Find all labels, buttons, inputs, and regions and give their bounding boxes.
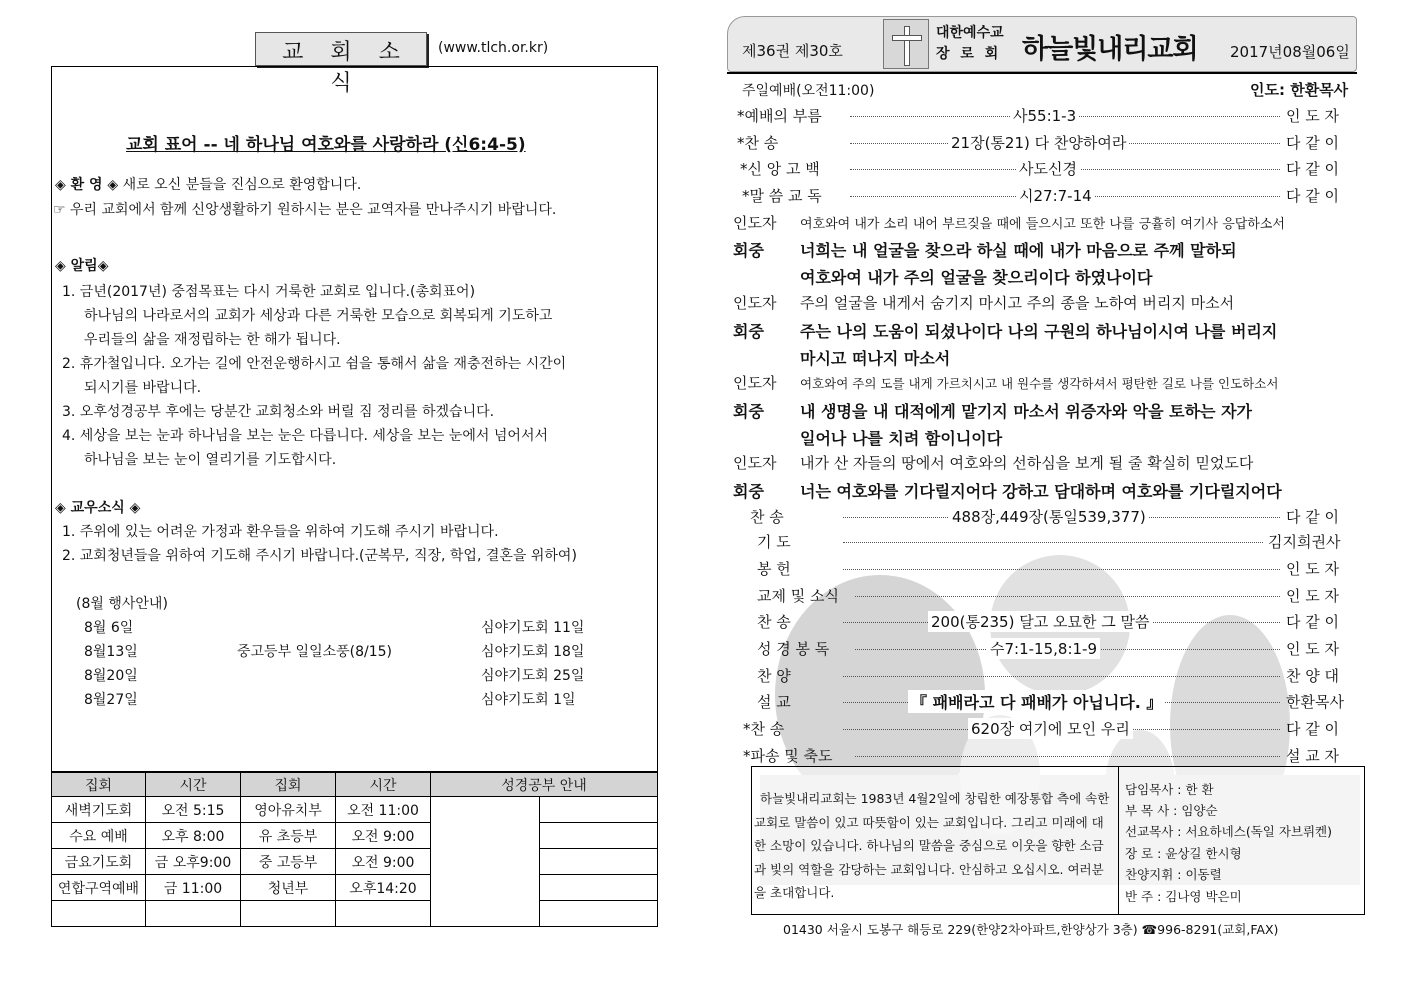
order-by: 김지희권사 (1268, 533, 1341, 551)
table-row (52, 797, 658, 823)
leader-dots (843, 569, 1280, 570)
denomination-line1: 대한예수교 (936, 25, 1004, 41)
table-row (52, 849, 658, 875)
table-cell: 유 초등부 (241, 823, 336, 849)
reading-speaker: 회중 (733, 241, 764, 260)
staff-line: 찬양지휘 : 이동렬 (1125, 867, 1222, 882)
reading-line: 마시고 떠나지 마소서 (800, 349, 951, 368)
table-cell: 연합구역예배 (52, 875, 146, 901)
order-by: 인 도 자 (1286, 640, 1340, 658)
reading-line: 일어나 나를 치려 함이니이다 (800, 429, 1003, 448)
service-leader: 인도: 한환목사 (1250, 81, 1349, 99)
order-item: *신 앙 고 백 (740, 160, 820, 178)
table-cell (146, 901, 241, 927)
table-cell: 중 고등부 (241, 849, 336, 875)
order-by: 한환목사 (1286, 693, 1344, 711)
table-cell (241, 901, 336, 927)
notice-line: 우리들의 삶을 재정립하는 한 해가 됩니다. (84, 332, 341, 348)
reading-line: 너희는 내 얼굴을 찾으라 하실 때에 내가 마음으로 주께 말하되 (800, 241, 1237, 260)
table-cell: 오전 5:15 (146, 797, 241, 823)
table-cell: 새벽기도회 (52, 797, 146, 823)
reading-line: 여호와여 내가 주의 얼굴을 찾으리이다 하였나이다 (800, 268, 1153, 287)
order-item: 찬 송 (757, 613, 791, 631)
column-header: 집회 (241, 773, 336, 797)
members-line: 1. 주위에 있는 어려운 가정과 환우들을 위하여 기도해 주시기 바랍니다. (62, 524, 499, 540)
order-by: 인 도 자 (1286, 107, 1340, 125)
news-title-box (255, 32, 427, 96)
order-item: 설 교 (757, 693, 791, 711)
info-divider (1118, 766, 1119, 915)
volume-number: 제36권 제30호 (742, 42, 843, 60)
table-cell (540, 901, 658, 927)
table-cell: 오후14:20 (336, 875, 431, 901)
reading-speaker: 인도자 (733, 454, 777, 472)
notice-line: 1. 금년(2017년) 중점목표는 다시 거룩한 교회로 입니다.(총회표어) (62, 284, 476, 300)
table-row (52, 875, 658, 901)
table-cell: 금요기도회 (52, 849, 146, 875)
reading-speaker: 인도자 (733, 214, 777, 232)
leader-dots (855, 596, 1280, 597)
event-name: 중고등부 일일소풍(8/15) (237, 644, 393, 660)
table-cell: 청년부 (241, 875, 336, 901)
reading-line: 여호와여 내가 소리 내어 부르짖을 때에 들으시고 또한 나를 긍휼히 여기사 응답하소서 (800, 217, 1285, 232)
sermon-title: 『 패배라고 다 패배가 아닙니다. 』 (908, 690, 1165, 713)
reading-line: 너는 여호와를 기다릴지어다 강하고 담대하며 여호와를 기다릴지어다 (800, 482, 1282, 501)
order-by: 다 같 이 (1286, 187, 1340, 205)
reading-line: 여호와여 주의 도를 내게 가르치시고 내 원수를 생각하셔서 평탄한 길로 나를 인도하소서 (800, 376, 1279, 391)
reading-speaker: 회중 (733, 482, 764, 501)
order-content: 21장(통21) 다 찬양하여라 (948, 132, 1129, 153)
table-cell (336, 901, 431, 927)
reading-line: 주의 얼굴을 내게서 숨기지 마시고 주의 종을 노하여 버리지 마소서 (800, 294, 1235, 312)
order-content: 488장,449장(통일539,377) (949, 506, 1149, 527)
order-by: 다 같 이 (1286, 508, 1340, 526)
table-cell: 수요 예배 (52, 823, 146, 849)
order-item: 기 도 (757, 533, 791, 551)
leader-dots (843, 676, 1280, 677)
table-cell (540, 875, 658, 901)
order-item: 찬 양 (757, 667, 791, 685)
members-line: 2. 교회청년들을 위하여 기도해 주시기 바랍니다.(군복무, 직장, 학업, 결혼을 위하여) (62, 548, 577, 564)
order-item: 성 경 봉 독 (757, 640, 830, 658)
table-cell: 오후 8:00 (146, 823, 241, 849)
table-cell (540, 797, 658, 823)
staff-line: 선교목사 : 서요하네스(독일 자브뤼켄) (1125, 824, 1333, 839)
order-by: 다 같 이 (1286, 134, 1340, 152)
meeting-schedule-table (51, 772, 658, 927)
staff-line: 장 로 : 윤상길 한시형 (1125, 846, 1242, 861)
members-heading: ◈ 교우소식 ◈ (55, 500, 141, 516)
order-by: 인 도 자 (1286, 587, 1340, 605)
website-url[interactable]: (www.tlch.or.kr) (438, 40, 549, 56)
welcome-note: ☞ 우리 교회에서 함께 신앙생활하기 원하시는 분은 교역자를 만나주시기 바랍니다. (53, 202, 557, 218)
table-cell (540, 849, 658, 875)
order-content: 사55:1-3 (1010, 105, 1079, 126)
order-item: 봉 헌 (757, 560, 791, 578)
staff-line: 반 주 : 김나영 박은미 (1125, 889, 1242, 904)
reading-speaker: 회중 (733, 402, 764, 421)
church-address: 01430 서울시 도봉구 해등로 229(한양2차아파트,한양상가 3층) ☎996-8291(교회,FAX) (783, 922, 1279, 937)
table-cell (540, 823, 658, 849)
denomination-line2: 장 로 회 (936, 46, 1002, 62)
order-by: 다 같 이 (1286, 613, 1340, 631)
order-item: *파송 및 축도 (743, 747, 833, 765)
leader-dots (855, 756, 1280, 757)
order-content: 200(통235) 달고 오묘한 그 말씀 (928, 611, 1152, 632)
order-content: 시27:7-14 (1016, 185, 1095, 206)
reading-line: 내가 산 자들의 땅에서 여호와의 선하심을 보게 될 줄 확실히 믿었도다 (800, 454, 1254, 472)
order-content: 사도신경 (1016, 158, 1080, 179)
reading-speaker: 회중 (733, 322, 764, 341)
order-by: 다 같 이 (1286, 720, 1340, 738)
bible-study-cell (431, 797, 540, 927)
notice-line: 3. 오후성경공부 후에는 당분간 교회청소와 버릴 짐 정리를 하겠습니다. (62, 404, 495, 420)
order-item: *찬 송 (737, 134, 779, 152)
order-by: 다 같 이 (1286, 160, 1340, 178)
column-header: 시간 (336, 773, 431, 797)
notice-line: 4. 세상을 보는 눈과 하나님을 보는 눈은 다릅니다. 세상을 보는 눈에서 넘어서서 (62, 428, 549, 444)
bulletin-date: 2017년08월06일 (1230, 43, 1350, 61)
order-content: 620장 여기에 모인 우리 (968, 718, 1133, 739)
event-prayer: 심야기도회 1일 (481, 692, 576, 708)
order-by: 인 도 자 (1286, 560, 1340, 578)
order-by: 찬 양 대 (1286, 667, 1340, 685)
column-header: 집회 (52, 773, 146, 797)
order-item: *찬 송 (743, 720, 785, 738)
column-header: 시간 (146, 773, 241, 797)
service-title: 주일예배(오전11:00) (742, 83, 875, 99)
church-introduction: 하늘빛내리교회는 1983년 4월2일에 창립한 예장통합 측에 속한 교회로 말씀이 있고 따뜻함이 있는 교회입니다. 그리고 미래에 대한 소망이 있습니다. 하나님의 말씀을 중심으로 이웃을 향한 소금과 빛의 역할을 감당하는 교회입니다. 안심하고 오십시오. 여러분을 초대합니다. (754, 791, 1110, 900)
table-row (52, 823, 658, 849)
event-date: 8월20일 (84, 668, 138, 684)
notice-line: 하나님을 보는 눈이 열리기를 기도합시다. (84, 452, 337, 468)
church-motto: 교회 표어 -- 네 하나님 여호와를 사랑하라 (신6:4-5) (126, 135, 526, 155)
church-name: 하늘빛내리교회 (1022, 34, 1198, 65)
table-cell: 오전 9:00 (336, 849, 431, 875)
event-date: 8월 6일 (84, 620, 134, 636)
events-heading: (8월 행사안내) (76, 596, 168, 612)
event-prayer: 심야기도회 25일 (481, 668, 585, 684)
header-rule (727, 72, 1357, 74)
event-date: 8월13일 (84, 644, 138, 660)
event-prayer: 심야기도회 18일 (481, 644, 585, 660)
table-cell: 오전 11:00 (336, 797, 431, 823)
order-item: *말 씀 교 독 (742, 187, 822, 205)
reading-line: 주는 나의 도움이 되셨나이다 나의 구원의 하나님이시여 나를 버리지 (800, 322, 1278, 341)
order-item: 찬 송 (750, 508, 784, 526)
notice-line: 하나님의 나라로서의 교회가 세상과 다른 거룩한 모습으로 회복되게 기도하고 (84, 308, 553, 324)
reading-line: 내 생명을 내 대적에게 맡기지 마소서 위증자와 악을 토하는 자가 (800, 402, 1252, 421)
welcome-heading: ◈ 환 영 ◈ 새로 오신 분들을 진심으로 환영합니다. (55, 177, 362, 193)
table-cell: 오전 9:00 (336, 823, 431, 849)
news-title: 교 회 소 식 (282, 40, 410, 96)
notice-heading: ◈ 알림◈ (55, 258, 109, 274)
cross-logo-icon (883, 19, 929, 69)
order-item: 교제 및 소식 (757, 587, 839, 605)
table-cell: 영아유치부 (241, 797, 336, 823)
order-by: 설 교 자 (1286, 747, 1340, 765)
leader-dots (843, 542, 1263, 543)
table-cell: 금 오후9:00 (146, 849, 241, 875)
reading-speaker: 인도자 (733, 374, 777, 392)
table-row (52, 901, 658, 927)
staff-line: 담임목사 : 한 환 (1125, 782, 1214, 797)
table-header-row (52, 773, 658, 797)
reading-speaker: 인도자 (733, 294, 777, 312)
notice-line: 되시기를 바랍니다. (84, 380, 202, 396)
order-item: *예배의 부름 (737, 107, 822, 125)
table-cell: 금 11:00 (146, 875, 241, 901)
order-content: 수7:1-15,8:1-9 (987, 638, 1100, 659)
notice-line: 2. 휴가철입니다. 오가는 길에 안전운행하시고 쉼을 통해서 삶을 재충전하는 시간이 (62, 356, 567, 372)
table-cell (52, 901, 146, 927)
event-date: 8월27일 (84, 692, 138, 708)
column-header: 성경공부 안내 (431, 773, 658, 797)
event-prayer: 심야기도회 11일 (481, 620, 585, 636)
staff-line: 부 목 사 : 임양순 (1125, 803, 1218, 818)
